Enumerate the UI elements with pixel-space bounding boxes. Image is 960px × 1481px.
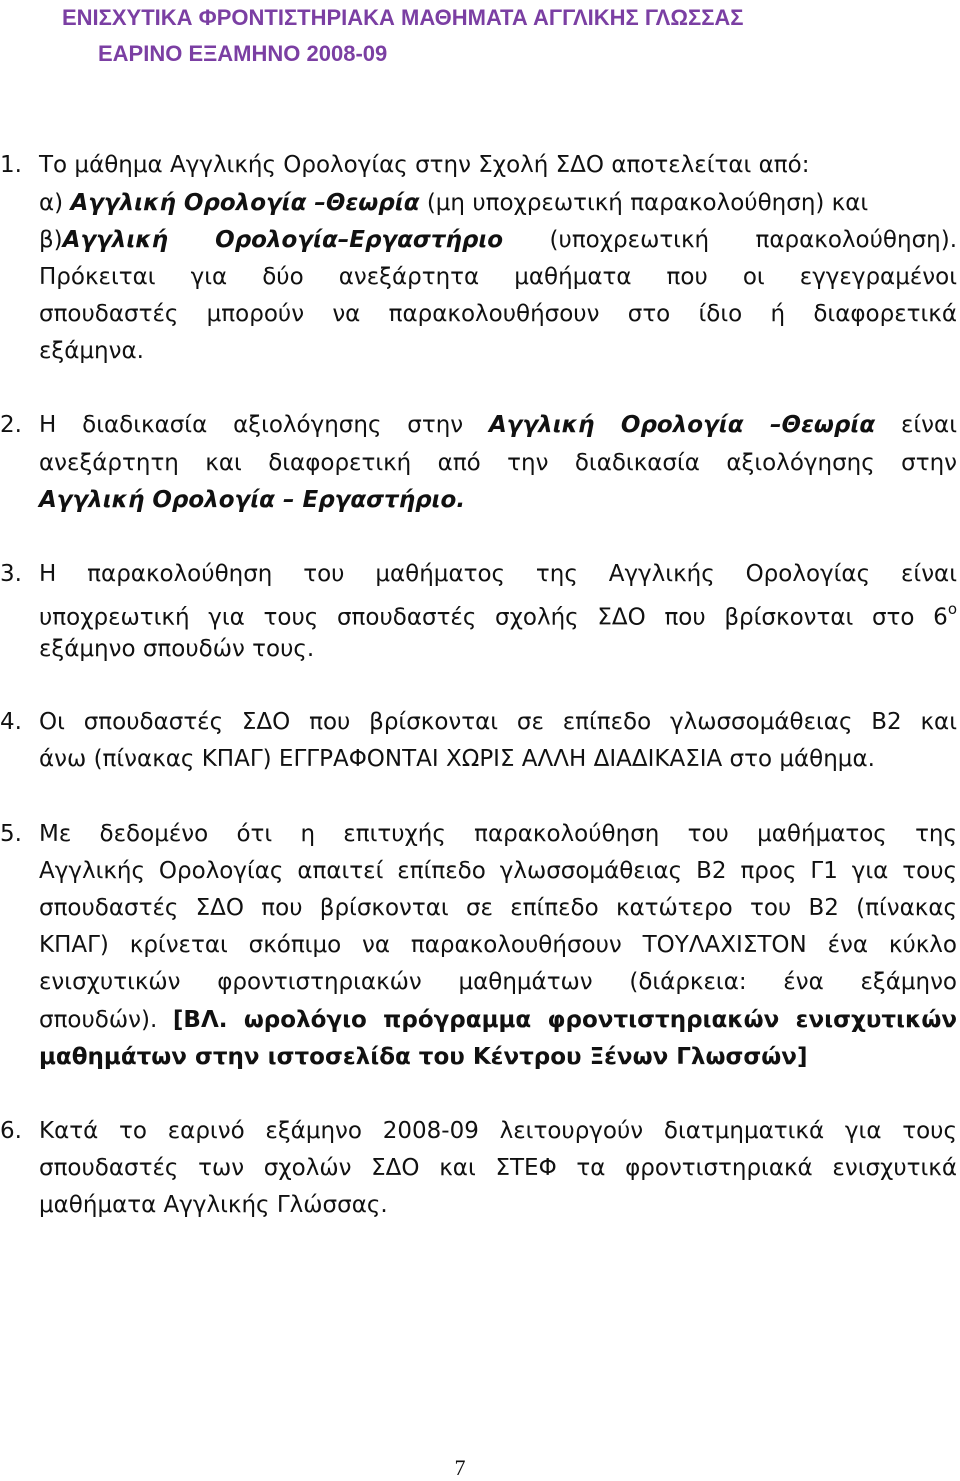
item-3-line-1: Η παρακολούθηση του μαθήματος της Αγγλικής Ορολογίας είναι (39, 561, 957, 587)
item-2-line-2: ανεξάρτητη και διαφορετική από την διαδικασία αξιολόγησης στην (39, 450, 957, 476)
item-1-line-2: α) Αγγλική Ορολογία –Θεωρία (μη υποχρεωτική παρακολούθηση) και (39, 190, 869, 216)
item-1-line-6: εξάμηνα. (39, 338, 144, 364)
item-number-4: 4. (0, 709, 22, 735)
item-number-6: 6. (0, 1118, 22, 1144)
item-5-line-1: Με δεδομένο ότι η επιτυχής παρακολούθηση του μαθήματος της (39, 821, 957, 847)
item-number-2: 2. (0, 412, 22, 438)
item-1-line-3: β)Αγγλική Ορολογία–Εργαστήριο (υποχρεωτική παρακολούθηση). (39, 227, 958, 253)
item-number-5: 5. (0, 821, 22, 847)
item-number-3: 3. (0, 561, 22, 587)
item-5-line-6: σπουδών). [ΒΛ. ωρολόγιο πρόγραμμα φροντιστηριακών ενισχυτικών (39, 1007, 957, 1033)
item-number-1: 1. (0, 152, 22, 178)
item-3-line-3: εξάμηνο σπουδών τους. (39, 636, 315, 662)
item-2-line-1: Η διαδικασία αξιολόγησης στην Αγγλική Ορολογία –Θεωρία είναι (39, 412, 957, 438)
item-2-line-3: Αγγλική Ορολογία – Εργαστήριο. (39, 487, 466, 513)
item-5-line-2: Αγγλικής Ορολογίας απαιτεί επίπεδο γλωσσομάθειας Β2 προς Γ1 για τους (39, 858, 957, 884)
page-number: 7 (454, 1455, 466, 1480)
item-6-line-2: σπουδαστές των σχολών ΣΔΟ και ΣΤΕΦ τα φροντιστηριακά ενισχυτικά (39, 1155, 957, 1181)
item-1-line-4: Πρόκειται για δύο ανεξάρτητα μαθήματα που οι εγγεγραμένοι (39, 264, 957, 290)
header-title-line-2: ΕΑΡΙΝΟ ΕΞΑΜΗΝΟ 2008-09 (98, 41, 388, 66)
item-4-line-2: άνω (πίνακας ΚΠΑΓ) ΕΓΓΡΑΦΟΝΤΑΙ ΧΩΡΙΣ ΑΛΛΗ ΔΙΑΔΙΚΑΣΙΑ στο μάθημα. (39, 746, 875, 772)
item-6-line-1: Κατά το εαρινό εξάμηνο 2008-09 λειτουργούν διατμηματικά για τους (39, 1118, 957, 1144)
item-5-line-4: ΚΠΑΓ) κρίνεται σκόπιμο να παρακολουθήσουν ΤΟΥΛΑΧΙΣΤΟΝ ένα κύκλο (39, 932, 957, 958)
item-1-line-1: Το μάθημα Αγγλικής Ορολογίας στην Σχολή ΣΔΟ αποτελείται από: (39, 152, 810, 178)
item-5-line-7: μαθημάτων στην ιστοσελίδα του Κέντρου Ξένων Γλωσσών] (39, 1044, 808, 1070)
item-6-line-3: μαθήματα Αγγλικής Γλώσσας. (39, 1192, 388, 1218)
item-5-line-3: σπουδαστές ΣΔΟ που βρίσκονται σε επίπεδο κατώτερο του Β2 (πίνακας (39, 895, 957, 921)
item-1-line-5: σπουδαστές μπορούν να παρακολουθήσουν στο ίδιο ή διαφορετικά (39, 301, 957, 327)
header-title-line-1: ΕΝΙΣΧΥΤΙΚΑ ΦΡΟΝΤΙΣΤΗΡΙΑΚΑ ΜΑΘΗΜΑΤΑ ΑΓΓΛΙΚΗΣ ΓΛΩΣΣΑΣ (62, 5, 744, 30)
item-3-line-2: υποχρεωτική για τους σπουδαστές σχολής ΣΔΟ που βρίσκονται στο $6^o$ (39, 600, 957, 631)
item-4-line-1: Οι σπουδαστές ΣΔΟ που βρίσκονται σε επίπεδο γλωσσομάθειας Β2 και (39, 709, 957, 735)
item-5-line-5: ενισχυτικών φροντιστηριακών μαθημάτων (διάρκεια: ένα εξάμηνο (39, 969, 957, 995)
